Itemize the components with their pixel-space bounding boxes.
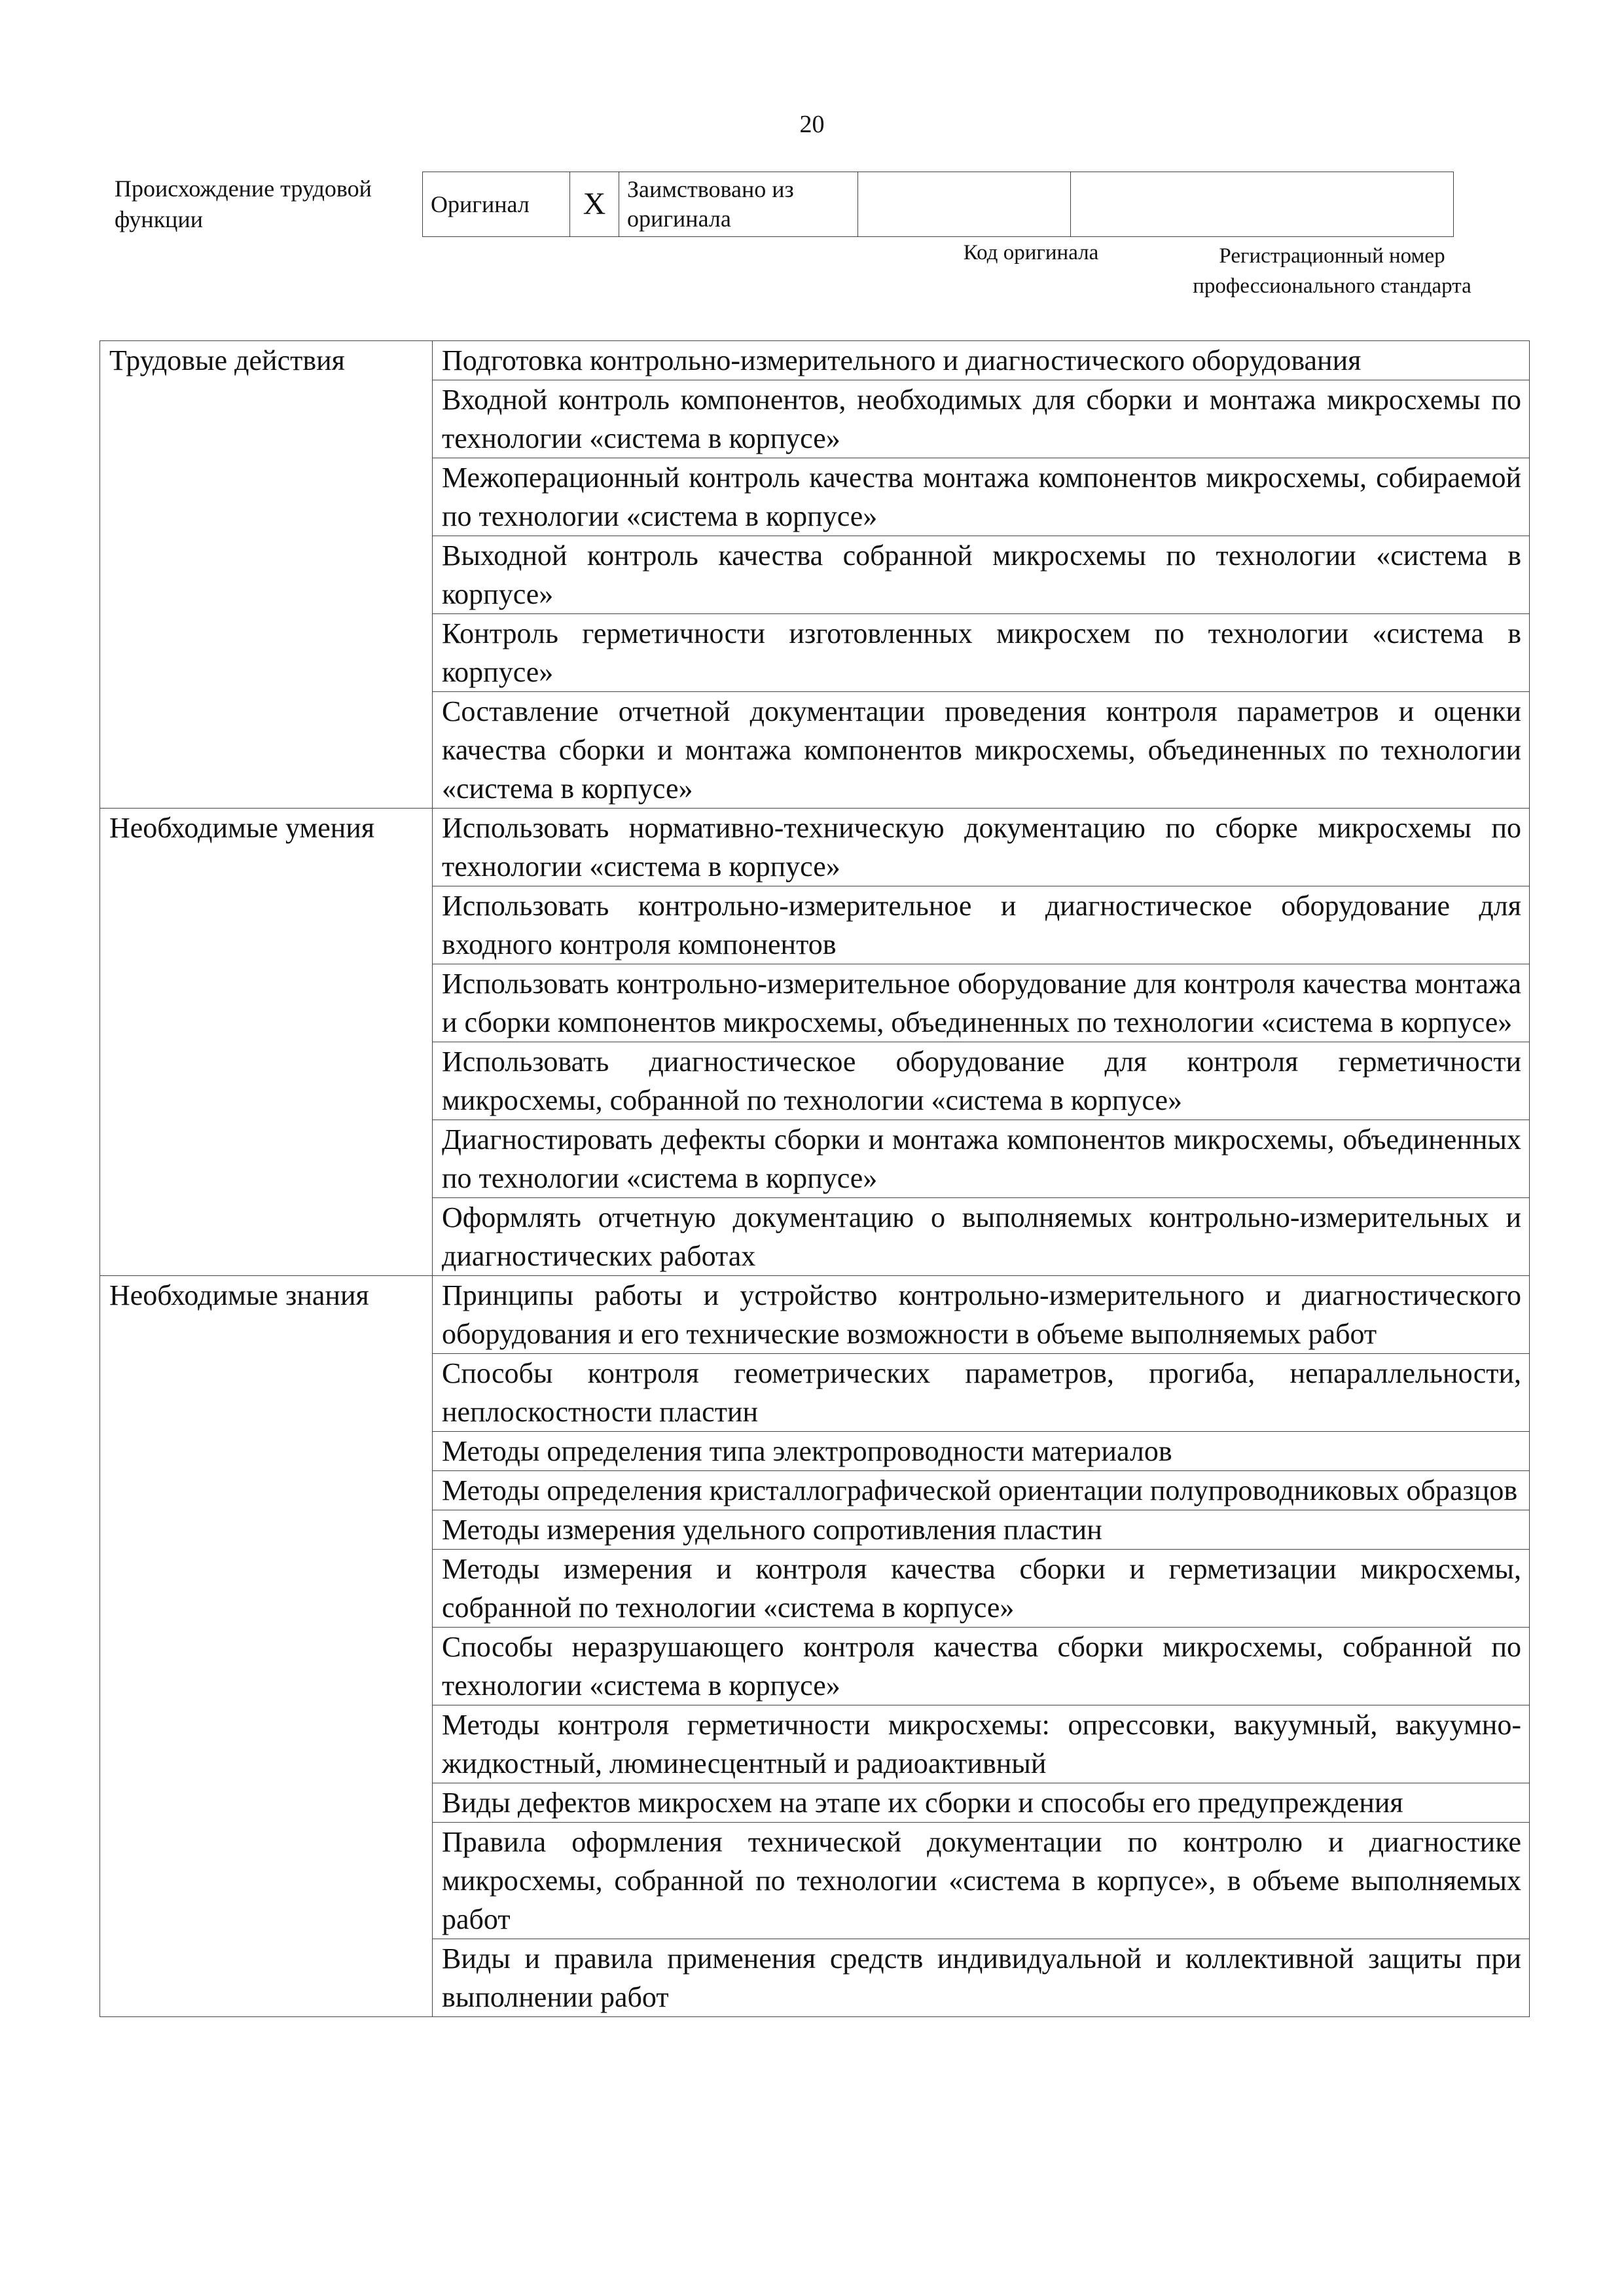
registration-number-cell (1071, 172, 1454, 237)
table-cell-item: Входной контроль компонентов, необходимых для сборки и монтажа микросхемы по технологии «система в корпусе» (433, 380, 1530, 458)
original-label: Оригинал (423, 172, 570, 237)
table-cell-item: Контроль герметичности изготовленных микросхем по технологии «система в корпусе» (433, 614, 1530, 692)
table-cell-item: Методы измерения удельного сопротивления пластин (433, 1510, 1530, 1550)
table-cell-item: Виды дефектов микросхем на этапе их сборки и способы его предупреждения (433, 1783, 1530, 1823)
table-cell-item: Составление отчетной документации проведения контроля параметров и оценки качества сборки и монтажа компонентов микросхемы, объединенных по технологии «система в корпусе» (433, 692, 1530, 809)
table-row (100, 809, 1530, 886)
borrowed-label: Заимствовано из оригинала (619, 172, 858, 237)
section-title-required-skills: Необходимые умения (100, 809, 433, 1276)
table-cell-item: Оформлять отчетную документацию о выполняемых контрольно-измерительных и диагностических работах (433, 1198, 1530, 1276)
table-cell-item: Правила оформления технической документации по контролю и диагностике микросхемы, собранной по технологии «система в корпусе», в объеме выполняемых работ (433, 1823, 1530, 1939)
labor-function-table (99, 340, 1530, 2017)
table-cell-item: Виды и правила применения средств индивидуальной и коллективной защиты при выполнении работ (433, 1939, 1530, 2017)
table-cell-item: Выходной контроль качества собранной микросхемы по технологии «система в корпусе» (433, 536, 1530, 614)
table-cell-item: Подготовка контрольно-измерительного и диагностического оборудования (433, 341, 1530, 380)
table-cell-item: Использовать диагностическое оборудование для контроля герметичности микросхемы, собранной по технологии «система в корпусе» (433, 1042, 1530, 1120)
original-mark: X (570, 172, 619, 237)
table-cell-item: Методы определения кристаллографической ориентации полупроводниковых образцов (433, 1471, 1530, 1510)
registration-caption: Регистрационный номер профессионального стандарта (1193, 244, 1471, 299)
table-cell-item: Принципы работы и устройство контрольно-измерительного и диагностического оборудования и его технические возможности в объеме выполняемых работ (433, 1276, 1530, 1354)
original-code-cell (858, 172, 1071, 237)
table-cell-item: Использовать контрольно-измерительное и диагностическое оборудование для входного контроля компонентов (433, 886, 1530, 964)
table-cell-item: Методы контроля герметичности микросхемы: опрессовки, вакуумный, вакуумно-жидкостный, люминесцентный и радиоактивный (433, 1705, 1530, 1783)
section-title-labor-actions: Трудовые действия (100, 341, 433, 809)
table-cell-item: Использовать контрольно-измерительное оборудование для контроля качества монтажа и сборки компонентов микросхемы, объединенных по технологии «система в корпусе» (433, 964, 1530, 1042)
table-cell-item: Способы контроля геометрических параметров, прогиба, непараллельности, неплоскостности пластин (433, 1354, 1530, 1432)
section-title-required-knowledge: Необходимые знания (100, 1276, 433, 2017)
table-cell-item: Методы измерения и контроля качества сборки и герметизации микросхемы, собранной по технологии «система в корпусе» (433, 1550, 1530, 1628)
table-row (100, 1276, 1530, 1354)
code-caption: Код оригинала (963, 241, 1099, 264)
table-cell-item: Методы определения типа электропроводности материалов (433, 1432, 1530, 1471)
origin-table (422, 172, 1454, 237)
origin-label: Происхождение трудовой функции (115, 175, 372, 232)
table-cell-item: Межоперационный контроль качества монтажа компонентов микросхемы, собираемой по технологии «система в корпусе» (433, 458, 1530, 536)
page-number: 20 (799, 111, 825, 138)
table-cell-item: Способы неразрушающего контроля качества сборки микросхемы, собранной по технологии «система в корпусе» (433, 1628, 1530, 1705)
table-cell-item: Использовать нормативно-техническую документацию по сборке микросхемы по технологии «система в корпусе» (433, 809, 1530, 886)
table-row (100, 341, 1530, 380)
table-cell-item: Диагностировать дефекты сборки и монтажа компонентов микросхемы, объединенных по технологии «система в корпусе» (433, 1120, 1530, 1198)
